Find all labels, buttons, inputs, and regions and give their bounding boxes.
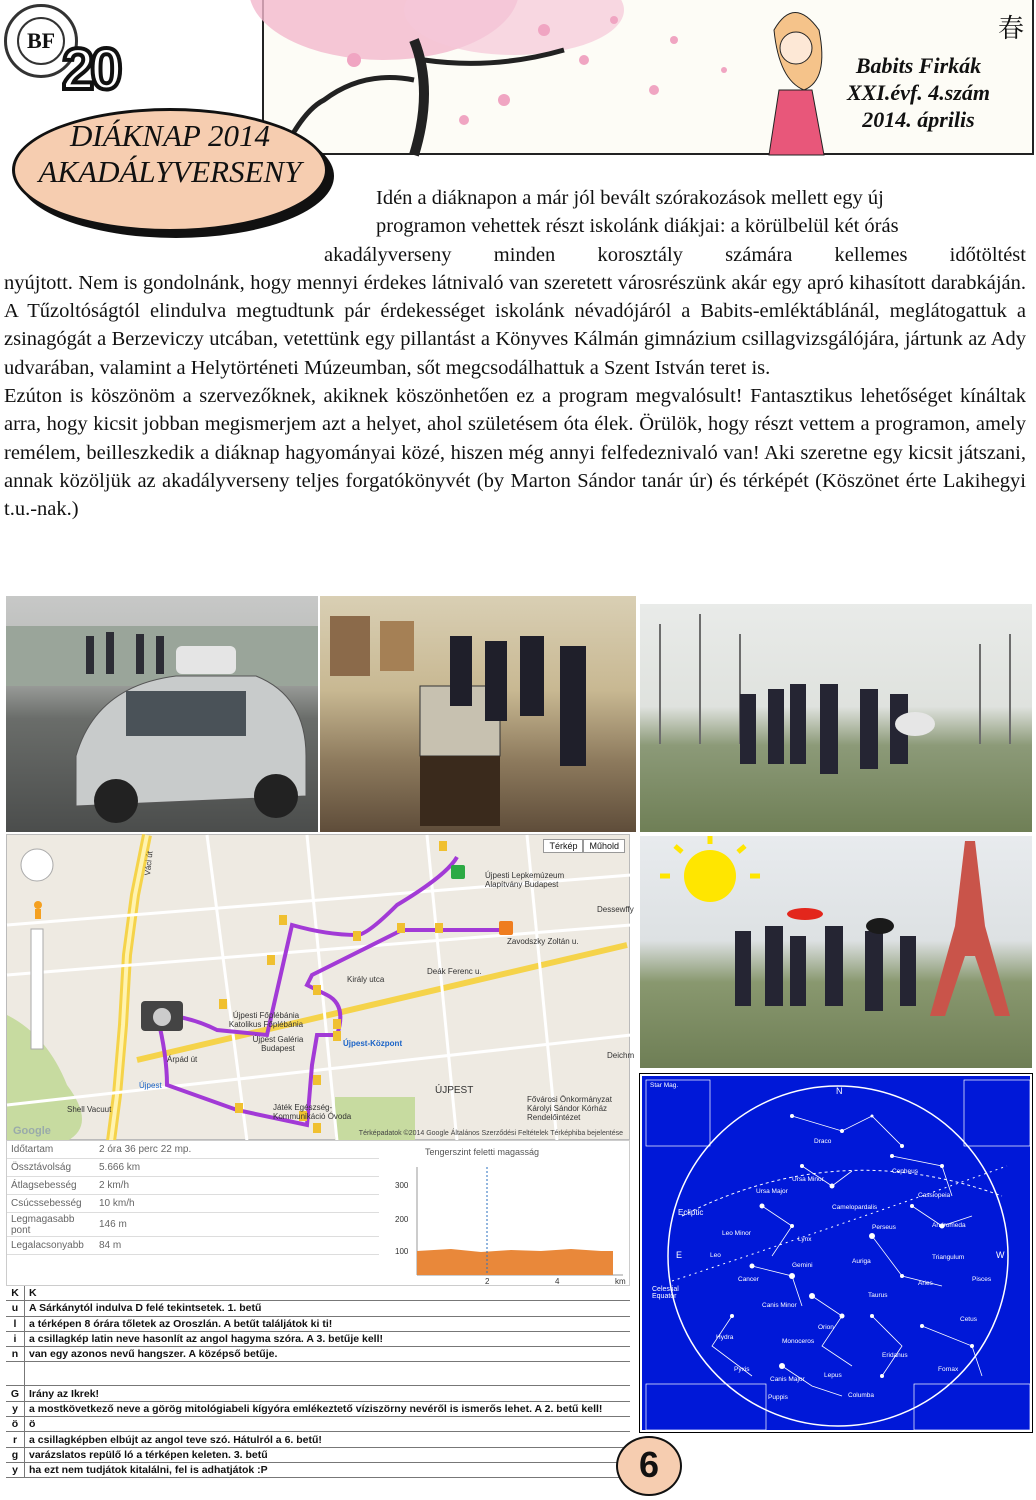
puzzle-letter: n [11,1348,19,1361]
puzzle-row [6,1386,630,1401]
stats-key: Csúcssebesség [11,1198,82,1209]
constellation-label: Gemini [792,1262,813,1269]
puzzle-row [6,1463,630,1478]
constellation-label: Lepus [824,1372,842,1379]
map-nav-control [21,849,53,1049]
map-label-hospital: Fővárosi Önkormányzat Károlyi Sándor Kórház Rendelőintézet [527,1095,612,1122]
photo-eiffel-art [640,836,1032,1068]
photo-museum [320,596,636,832]
constellation-label: Puppis [768,1394,788,1401]
constellation-label: Cancer [738,1276,759,1283]
puzzle-letter: g [11,1448,19,1461]
constellation-label: Hydra [716,1334,734,1341]
stats-key: Időtartam [11,1144,54,1155]
stats-row [7,1213,379,1237]
title-line-1: DIÁKNAP 2014 [69,118,271,153]
puzzle-letter: K [11,1287,19,1300]
satellite-button[interactable]: Műhold [583,839,625,853]
photo-students-field [640,604,1032,832]
elev-tick-100: 100 [395,1247,409,1256]
stats-key: Legalacsonyabb [11,1240,84,1251]
constellation-label: Leo Minor [722,1230,751,1237]
map-label-vaci: Váci út [143,850,155,876]
puzzle-row [6,1362,630,1386]
google-logo: Google [13,1125,51,1137]
puzzle-letter: ö [11,1418,19,1431]
stats-value: 84 m [99,1240,122,1251]
constellation-label: Monoceros [782,1338,815,1345]
constellation-label: Cetus [960,1316,977,1323]
constellation-label: Columba [848,1392,875,1399]
puzzle-letter: G [10,1387,20,1400]
constellation-label: Cepheus [892,1168,919,1175]
elevation-plot [391,1141,627,1287]
article-line-2: programon vehettek részt iskolánk diákjai: a körülbelül két órás [376,215,899,238]
photo-field-art [640,604,1032,832]
route-stats-panel [6,1140,630,1286]
puzzle-row [6,1301,630,1316]
article-paragraph-2: Ezúton is köszönöm a szervezőknek, akiknek köszönhetően ez a program megvalósult! Fantasztikus lehetőséget kínáltak arra, hogy kicsit jobban megismerjem azt a helyet, ahol születésem óta élek. Örülök, hogy részt vettem a programon, amely remélem, beilleszkedik a diáknap hagyományai közé, hiszen még annyi felfedeznivaló van! Aki szeretne egy kicsit játszani, annak közöljük az akadályverseny teljes forgatókönyvét (by Marton Sándor tanár úr) és térképét (Köszönet érte Lakihegyi t.u.-nak.) [4,385,1026,521]
map-label-zavodszky: Zavodszky Zoltán u. [507,937,579,946]
constellation-label: Taurus [868,1292,888,1299]
map-label-kiraly: Király utca [347,975,385,984]
compass-west: W [996,1250,1005,1260]
elev-tick-200: 200 [395,1215,409,1224]
starmap-legend-title: Star Mag. [650,1082,679,1089]
constellation-label: Camelopardalis [832,1204,878,1211]
puzzle-letter: y [12,1464,18,1477]
map-label-ujpest: ÚJPEST [435,1085,474,1096]
puzzle-letter: y [12,1402,18,1415]
stats-row [7,1195,379,1213]
puzzle-clue [24,1362,630,1385]
publication-name: Babits Firkák [855,53,982,78]
map-label-arpad: Árpád út [167,1055,198,1064]
puzzle-row [6,1347,630,1362]
puzzle-clue: A Sárkánytól indulva D felé tekintsetek. 1. betű [24,1301,630,1315]
stats-key: Átlagsebesség [11,1180,77,1191]
camera-icon [141,1001,183,1031]
photo-students-eiffel [640,836,1032,1068]
stats-value: 5.666 km [99,1162,141,1173]
map-label-museum: Újpesti Lepkemúzeum Alapítvány Budapest [485,871,565,889]
map-label-gallery: Újpest Galéria Budapest [252,1035,304,1053]
photo-museum-art [320,596,636,832]
stats-key: Össztávolság [11,1162,72,1173]
map-button[interactable]: Térkép [543,839,583,853]
article-line-1: Idén a diáknapon a már jól bevált szórakozások mellett egy új [376,187,884,209]
star-map [640,1074,1032,1432]
constellation-label: Eridanus [882,1352,908,1359]
kanji-glyph: 春 [997,14,1024,44]
constellation-label: Aries [918,1280,933,1287]
puzzle-clue: a térképen 8 órára tőletek az Oroszlán. A betűt találjátok ki ti! [24,1317,630,1331]
star-map-canvas [642,1076,1034,1434]
constellation-label: Ursa Major [756,1188,788,1195]
page-number: 6 [638,1444,660,1485]
elevation-title: Tengerszint feletti magasság [425,1147,540,1157]
map-label-deichm: Deichm [607,1051,635,1060]
constellation-label: Leo [710,1252,721,1259]
photo-parking-lot [6,596,318,832]
header-banner [262,0,1034,155]
map-label-ujpest-station: Újpest [139,1081,162,1090]
compass-east: E [676,1250,683,1260]
constellation-label: Canis Major [770,1376,805,1383]
route-map[interactable] [6,834,635,1140]
puzzle-clue: varázslatos repülő ló a térképen keleten. 3. betű [24,1448,630,1462]
girl-illustration [769,13,824,156]
compass-north: N [836,1086,843,1096]
puzzle-letter: u [11,1302,19,1315]
celestial-equator-label: Celestial Equator [652,1286,679,1300]
constellation-label: Andromeda [932,1222,966,1229]
puzzle-clue: a mostkövetkező neve a görög mitológiabeli kígyóra emlékeztető víziszörny nevéről is ismerős lehet. A 2. betű kell! [24,1402,630,1416]
constellation-label: Ursa Minor [792,1176,824,1183]
stats-row [7,1159,379,1177]
elev-xtick-4: 4 [555,1277,560,1286]
puzzle-row [6,1402,630,1417]
route-stats-table [7,1141,379,1255]
map-type-toggle [543,839,625,853]
elev-xtick-2: 2 [485,1277,490,1286]
map-footer: Térképadatok ©2014 Google Általános Szerződési Feltételek Térképhiba bejelentése [358,1130,623,1137]
stats-row [7,1177,379,1195]
puzzle-letter: r [12,1433,18,1446]
map-label-kozpont: Újpest-Központ [343,1039,403,1048]
stats-value: 10 km/h [99,1198,135,1209]
puzzle-row [6,1417,630,1432]
puzzle-clue: Irány az Ikrek! [24,1386,630,1400]
puzzle-row [6,1448,630,1463]
puzzle-row [6,1332,630,1347]
puzzle-clue: a csillagkép latin neve hasonlít az angol hagyma szóra. A 3. betűje kell! [24,1332,630,1346]
page-badge: 20 [62,37,119,102]
puzzle-clue: van egy azonos nevű hangszer. A középső betűje. [24,1347,630,1361]
article-title [12,118,328,190]
puzzle-row [6,1317,630,1332]
article-body [4,184,1026,524]
constellation-label: Canis Minor [762,1302,797,1309]
constellation-label: Lynx [798,1236,812,1243]
puzzle-clue: ö [24,1417,630,1431]
elevation-chart [391,1141,627,1287]
puzzle-clue: a csillagképben elbújt az angol teve szó. Hátulról a 6. betű! [24,1432,630,1446]
article-line-3: akadályverseny minden korosztály számára kellemes időtöltést [324,243,1026,266]
puzzle-letter: i [13,1333,17,1346]
publication-date: 2014. április [862,107,975,132]
constellation-label: Cassiopeia [918,1192,951,1199]
constellation-label: Draco [814,1138,832,1145]
map-label-dessewffy: Dessewffy [597,905,634,914]
constellation-label: Pisces [972,1276,992,1283]
photo-parking-art [6,596,318,832]
stats-value: 2 óra 36 perc 22 mp. [99,1144,192,1155]
constellation-label: Orion [818,1324,834,1331]
ecliptic-label: Ecliptic [678,1208,704,1217]
publication-issue: XXI.évf. 4.szám [847,80,990,105]
article-paragraph-1: nyújtott. Nem is gondolnánk, hogy mennyi érdekes látnivaló van szeretett városrészünk akár egy apró kihasított darabkáján. A Tűzoltóságtól elindulva megtudtunk pár érdekességet iskolánk névadójáról a Babits-emléktáblánál, meglátogattuk a zsinagógát a Berzeviczy utcában, vetettünk egy pillantást a Könyves Kálmán gimnázium csillagvizsgálójára, jártunk az Ady udvarában, valamint a Helytörténeti Múzeumban, sőt megcsodálhattuk a Szent István teret is. [4,271,1026,379]
stats-value: 2 km/h [99,1180,130,1191]
logo-monogram: BF [17,17,65,65]
puzzle-clue: K [24,1286,630,1300]
stats-value: 146 m [99,1219,127,1230]
puzzle-clue: ha ezt nem tudjátok kitalálni, fel is adhatjátok :P [24,1463,630,1477]
pegman-icon [34,901,42,919]
stats-row [7,1141,379,1159]
puzzle-row [6,1432,630,1447]
constellation-label: Auriga [852,1258,871,1265]
elev-tick-300: 300 [395,1181,409,1190]
constellation-label: Triangulum [932,1254,965,1261]
map-label-deak: Deák Ferenc u. [427,967,482,976]
stats-key: Legmagasabb pont [11,1213,75,1236]
puzzle-letter: l [13,1317,17,1330]
map-label-church: Újpesti Főplébánia Katolikus Főplébánia [228,1011,304,1029]
constellation-label: Fornax [938,1366,959,1373]
constellation-label: Pyxis [734,1366,750,1373]
title-line-2: AKADÁLYVERSENY [38,154,302,189]
puzzle-table [6,1286,630,1478]
publication-info [847,52,990,133]
elev-xtick-km: km [615,1277,626,1286]
map-label-school: Játék Egészség-Kommunikáció Óvoda [273,1103,352,1121]
stats-row [7,1237,379,1255]
map-label-shell: Shell Vacuut [67,1105,112,1114]
puzzle-row [6,1286,630,1301]
constellation-label: Perseus [872,1224,896,1231]
